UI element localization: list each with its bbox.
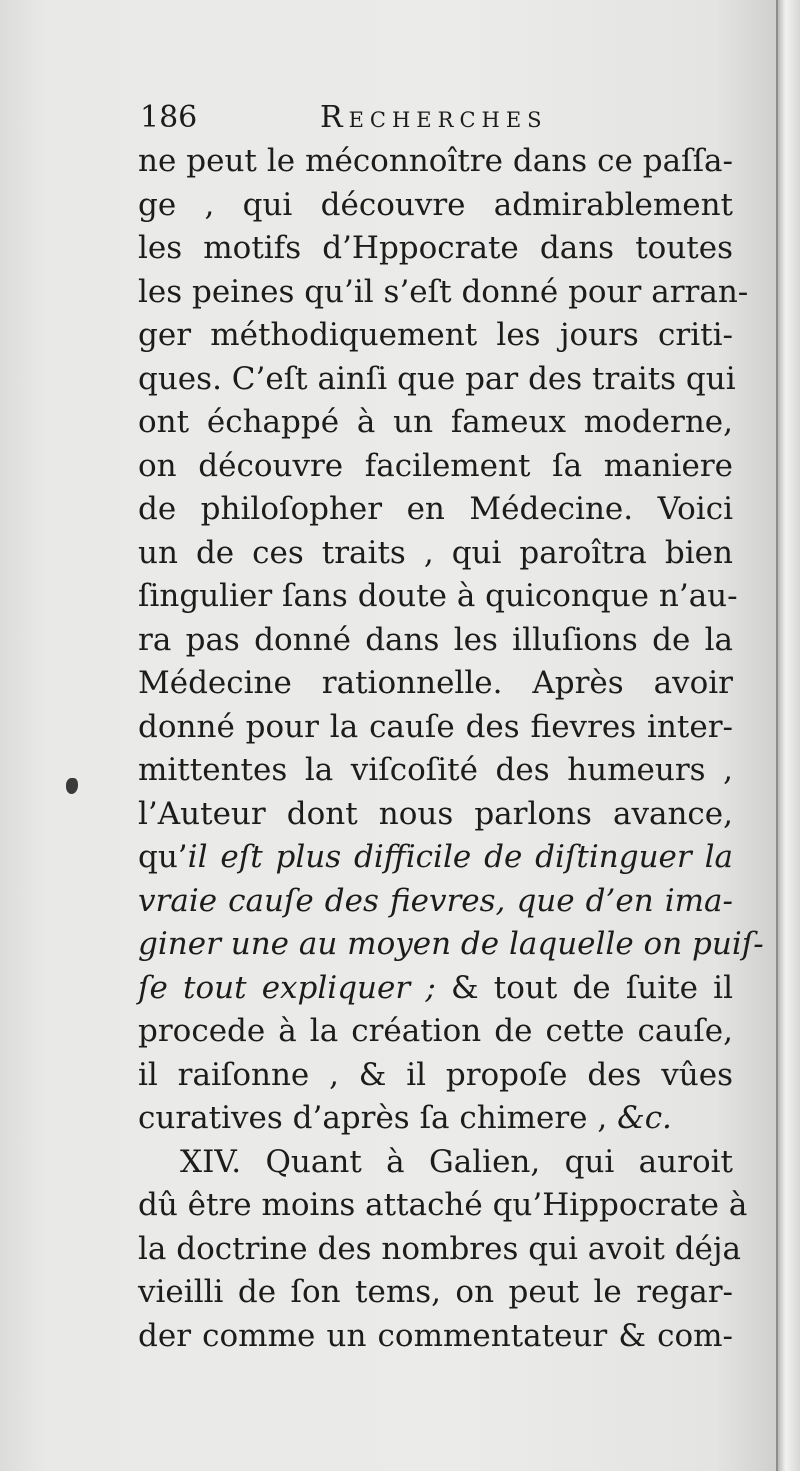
text-line: on découvre facilement ſa maniere: [138, 447, 733, 484]
text-line: de philoſopher en Médecine. Voici: [138, 491, 733, 527]
text-line: l’Auteur dont nous parlons avance,: [138, 795, 733, 832]
text-line: mittentes la viſcoſité des humeurs ,: [138, 752, 733, 788]
quote-line: giner une au moyen de laquelle on puiſ-: [138, 926, 764, 962]
section-start-line: XIV. Quant à Galien, qui auroit: [180, 1143, 733, 1180]
text-line: ſingulier ſans doute à quiconque n’au-: [138, 578, 738, 614]
italic-fragment: &c.: [617, 1100, 672, 1136]
italic-fragment: il eſt plus difficile de diſtinguer la: [187, 839, 733, 875]
text-line: ques. C’eſt ainſi que par des traits qui: [138, 360, 736, 397]
text-line: un de ces traits , qui paroîtra bien: [138, 534, 733, 571]
text-line: Médecine rationnelle. Après avoir: [138, 665, 733, 701]
text-line: il raiſonne , & il propoſe des vûes: [138, 1056, 733, 1093]
quote-line: vraie cauſe des fievres, que d’en ima-: [138, 882, 733, 919]
text-line: vieilli de ſon tems, on peut le regar-: [138, 1274, 733, 1310]
book-gutter: [776, 0, 800, 1471]
quote-line: [138, 836, 733, 880]
text-line: les motifs d’Hppocrate dans toutes: [138, 230, 733, 266]
text-line: ont échappé à un fameux moderne,: [138, 404, 733, 440]
text-line: la doctrine des nombres qui avoit déja: [138, 1230, 741, 1267]
text-line: les peines qu’il s’eſt donné pour arran-: [138, 273, 749, 310]
text-line: der comme un commentateur & com-: [138, 1317, 733, 1354]
ink-blot: [66, 778, 78, 794]
text-line: procede à la création de cette cauſe,: [138, 1013, 733, 1049]
text-line: ger méthodiquement les jours criti-: [138, 317, 733, 353]
italic-fragment: ſe tout expliquer ;: [138, 969, 436, 1006]
page-number: 186: [140, 100, 198, 135]
page-header: [140, 96, 740, 140]
running-title: Recherches: [320, 100, 548, 135]
paragraph-end-line: [138, 1097, 733, 1141]
quote-line: [138, 967, 733, 1011]
text-fragment: curatives d’après ſa chimere ,: [138, 1100, 618, 1136]
text-line: ne peut le méconnoître dans ce paſſa-: [138, 143, 733, 179]
text-line: donné pour la cauſe des fievres inter-: [138, 708, 733, 745]
text-fragment: & tout de ſuite il: [435, 969, 733, 1006]
text-line: ra pas donné dans les illuſions de la: [138, 621, 733, 658]
text-line: ge , qui découvre admirablement: [138, 186, 733, 223]
body-text: [138, 140, 764, 1358]
text-line: dû être moins attaché qu’Hippocrate à: [138, 1187, 748, 1223]
text-fragment: qu’: [138, 839, 188, 875]
